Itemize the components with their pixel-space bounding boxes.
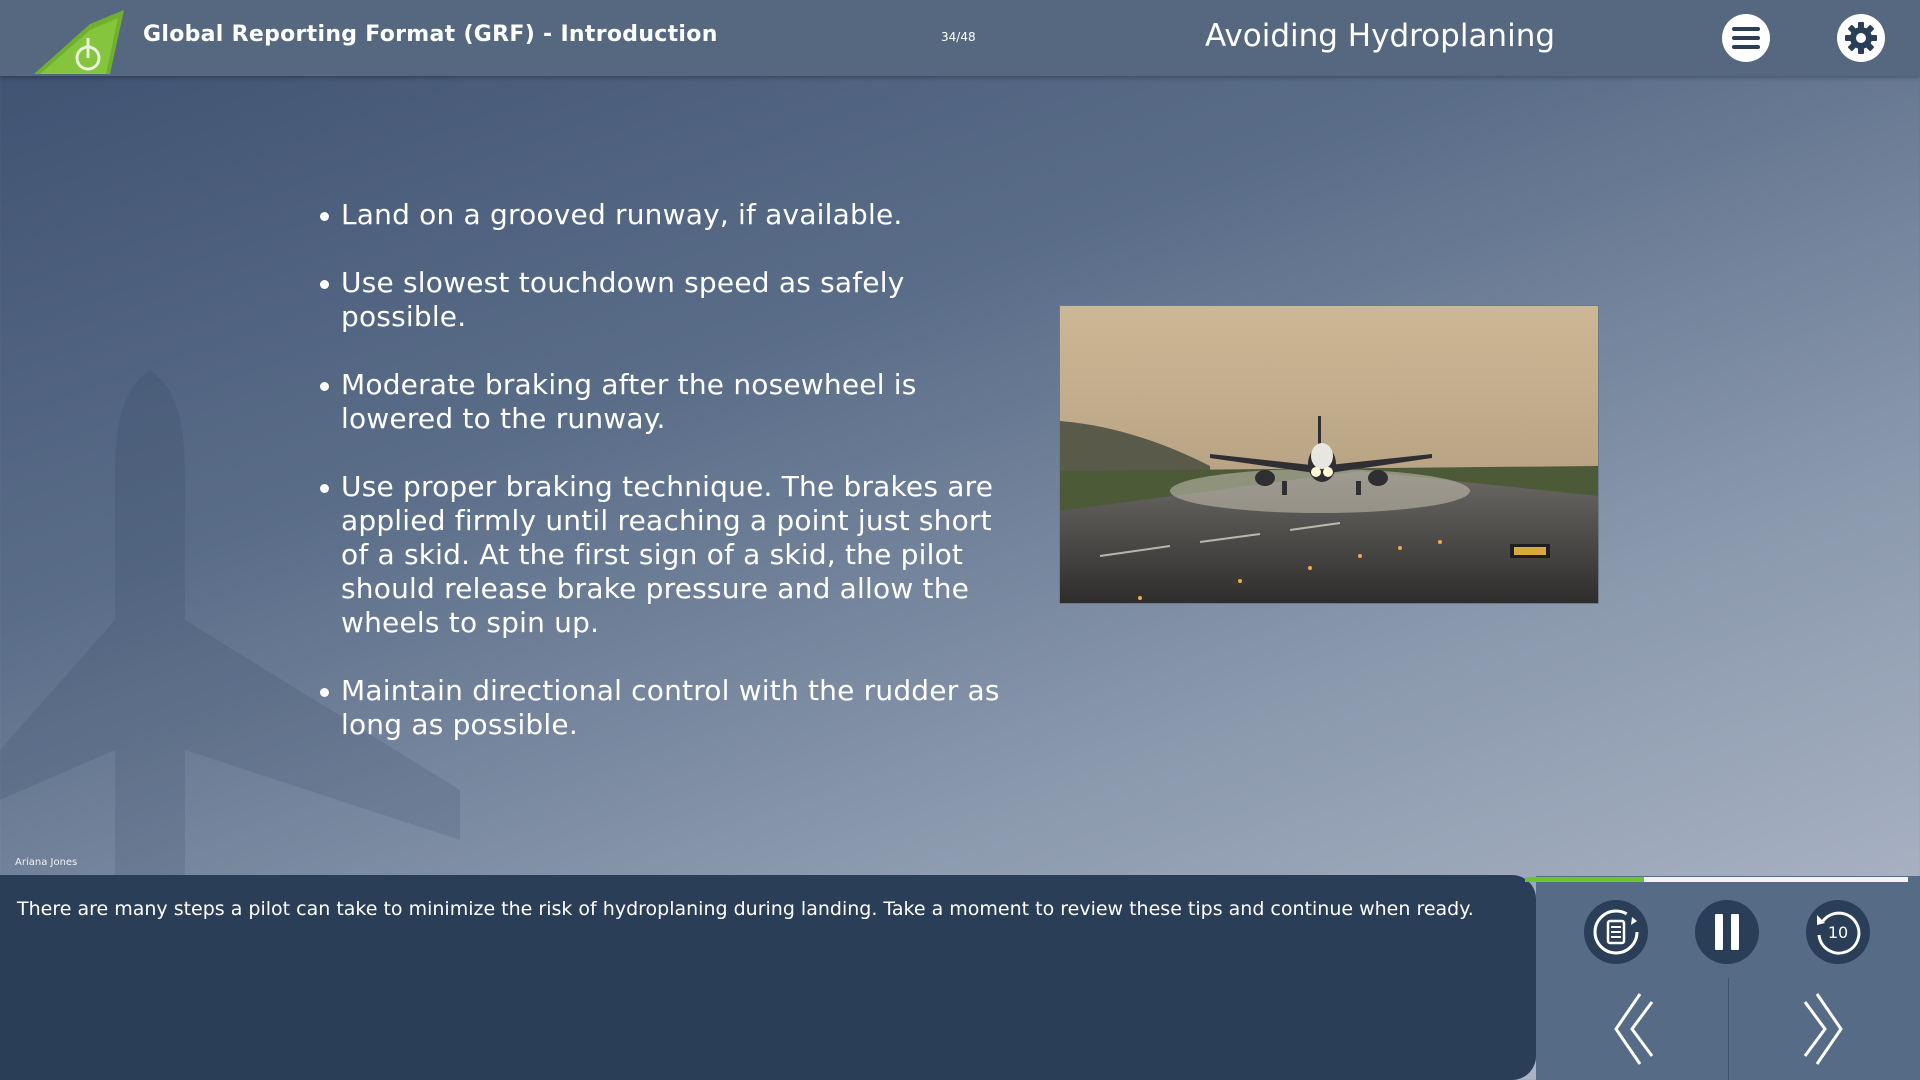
chevron-right-icon bbox=[1803, 990, 1847, 1068]
bullet-dot bbox=[320, 280, 329, 289]
pause-button[interactable] bbox=[1695, 900, 1759, 964]
tip-text: Use slowest touchdown speed as safely possible. bbox=[341, 266, 905, 333]
progress-bar[interactable] bbox=[1525, 877, 1908, 882]
tip-item bbox=[317, 266, 1007, 334]
landing-airplane-photo bbox=[1059, 305, 1599, 604]
tip-item bbox=[317, 470, 1007, 640]
tips-list bbox=[317, 198, 1007, 776]
chevron-left-icon bbox=[1610, 990, 1654, 1068]
previous-slide-button[interactable] bbox=[1536, 978, 1728, 1080]
bullet-dot bbox=[320, 484, 329, 493]
replay-10-icon bbox=[1811, 905, 1865, 959]
bullet-dot bbox=[320, 212, 329, 221]
replay-seconds-label: 10 bbox=[1827, 923, 1849, 942]
tip-text: Use proper braking technique. The brakes are applied firmly until reaching a point just short of a skid. At the first sign of a skid, the pilot should release brake pressure and allow the wheels to spin up. bbox=[341, 470, 994, 639]
transcript-panel bbox=[0, 875, 1536, 1080]
gear-icon bbox=[1844, 21, 1878, 55]
menu-button[interactable] bbox=[1722, 14, 1770, 62]
slide-title: Avoiding Hydroplaning bbox=[1205, 18, 1556, 54]
next-slide-button[interactable] bbox=[1729, 978, 1920, 1080]
pause-icon bbox=[1712, 912, 1742, 952]
settings-button[interactable] bbox=[1837, 14, 1885, 62]
aircraft-tail-logo bbox=[30, 8, 126, 76]
header-bar bbox=[0, 0, 1920, 76]
progress-bar-fill bbox=[1525, 877, 1644, 882]
tip-text: Maintain directional control with the rudder as long as possible. bbox=[341, 674, 1000, 741]
bullet-dot bbox=[320, 382, 329, 391]
hamburger-menu-icon bbox=[1732, 26, 1760, 50]
tip-item bbox=[317, 368, 1007, 436]
speaker-name: Ariana Jones bbox=[15, 857, 78, 868]
transcript-icon bbox=[1591, 907, 1641, 957]
page-counter: 34/48 bbox=[941, 30, 976, 44]
bullet-dot bbox=[320, 688, 329, 697]
tip-text: Moderate braking after the nosewheel is lowered to the runway. bbox=[341, 368, 917, 435]
transcript-text: There are many steps a pilot can take to minimize the risk of hydroplaning during landing. Take a moment to review these tips and continue when ready. bbox=[17, 898, 1474, 920]
tip-item bbox=[317, 198, 1007, 232]
tip-text: Land on a grooved runway, if available. bbox=[341, 198, 903, 231]
replay-10-button[interactable] bbox=[1806, 900, 1870, 964]
transcript-toggle-button[interactable] bbox=[1584, 900, 1648, 964]
tip-item bbox=[317, 674, 1007, 742]
course-title: Global Reporting Format (GRF) - Introduction bbox=[143, 22, 718, 47]
